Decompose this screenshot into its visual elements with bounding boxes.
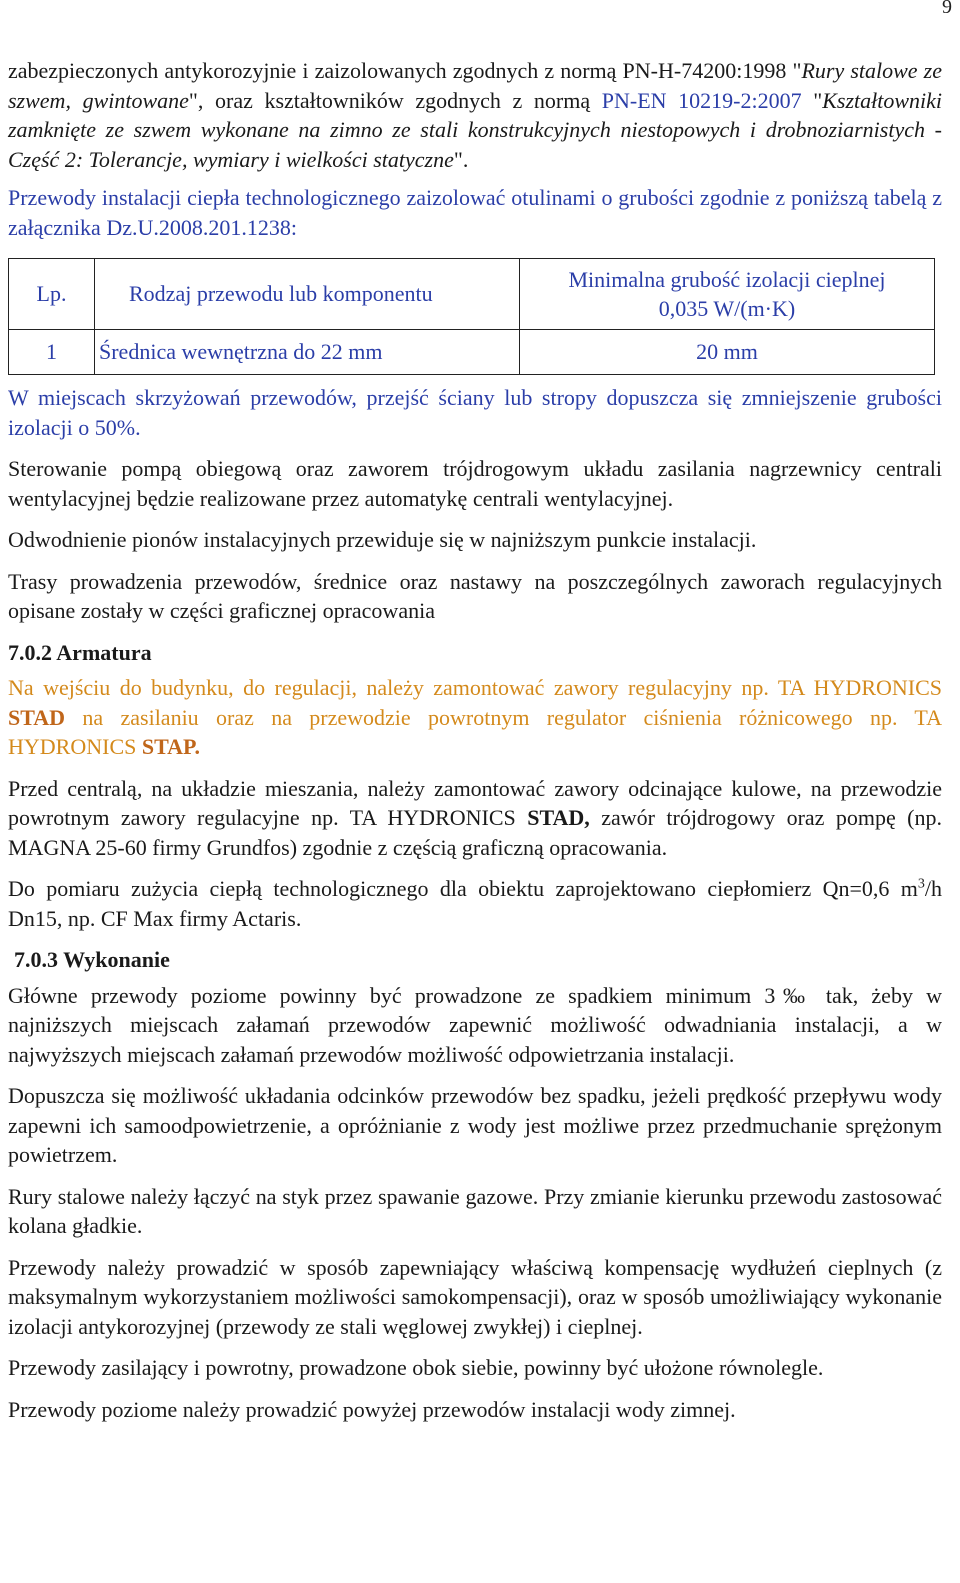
paragraph-valves-central [8,774,942,863]
heading-wykonanie: 7.0.3 Wykonanie [14,947,170,972]
paragraph-no-slope: Dopuszcza się możliwość układania odcinków przewodów bez spadku, jeżeli prędkość przepływu wody zapewni ich samoodpowietrzenie, a opróżnianie z wody jest możliwe przez przedmuchanie sprężonym powietrzem. [8,1083,942,1167]
valves-entry-text-a: Na wejściu do budynku, do regulacji, należy zamontować zawory regulacyjny np. TA HYDRONICS [8,675,942,700]
heat-meter-text-b: /h Dn15, np. CF Max firmy Actaris. [8,876,942,931]
paragraph-crossings: W miejscach skrzyżowań przewodów, przejść ściany lub stropy dopuszcza się zmniejszenie grubości izolacji o 50%. [8,385,942,440]
valves-central-text-c: zawór trójdrogowy oraz pompę (np. MAGNA 25-60 firmy Grundfos) zgodnie z częścią graficzną opracowania. [8,805,942,860]
valves-central-text-a: Przed centralą, na układzie mieszania, należy zamontować zawory odcinające kulowe, na przewodzie powrotnym zawory regulacyjne np. TA HYDRONICS [8,775,942,830]
paragraph-control: Sterowanie pompą obiegową oraz zaworem trójdrogowym układu zasilania nagrzewnicy centrali wentylacyjnej będzie realizowane przez automatykę centrali wentylacyjnej. [8,456,942,511]
heading-armatura: 7.0.2 Armatura [8,639,152,665]
page-content [8,56,942,1436]
table-header-type-label: Rodzaj przewodu lub komponentu [129,281,433,307]
standards-text-g: ". [453,146,469,172]
valves-central-stad: STAD, [527,805,590,830]
paragraph-above-cold: Przewody poziome należy prowadzić powyżej przewodów instalacji wody zimnej. [8,1396,736,1422]
paragraph-parallel: Przewody zasilający i powrotny, prowadzone obok siebie, powinny być ułożone równolegle. [8,1355,824,1380]
valves-entry-stap: STAP. [141,734,200,759]
paragraph-compensation: Przewody należy prowadzić w sposób zapewniający właściwą kompensację wydłużeń cieplnych (z maksymalnym wykorzystaniem możliwości samokompensacji), oraz w sposób umożliwiający wykonanie izolacji antykorozyjnej (przewody ze stali węglowej zwykłej) i cieplnej. [8,1254,942,1339]
table-header-type [95,259,520,330]
table-header-lp: Lp. [9,259,95,330]
table-header-thickness-line2: 0,035 W/(m·K) [658,296,796,321]
insulation-table [8,258,935,375]
heat-meter-text-a: Do pomiaru zużycia ciepłą technologicznego dla obiektu zaprojektowano ciepłomierz Qn=0,6 m [8,876,918,901]
table-cell-thickness: 20 mm [520,330,935,375]
valves-entry-text-c: na zasilaniu oraz na przewodzie powrotnym regulator ciśnienia różnicowego np. TA HYDRONICS [8,704,942,759]
valves-entry-stad: STAD [8,704,66,730]
standards-title-pipes: Rury stalowe ze szwem, gwintowane [8,58,942,113]
paragraph-drainage: Odwodnienie pionów instalacyjnych przewiduje się w najniższym punkcie instalacji. [8,527,757,552]
paragraph-heat-meter [8,874,942,933]
paragraph-welding: Rury stalowe należy łączyć na styk przez spawanie gazowe. Przy zmianie kierunku przewodu zastosować kolana gładkie. [8,1183,942,1238]
page-number: 9 [942,0,952,18]
heat-meter-sup: 3 [917,876,925,892]
paragraph-standards [8,56,942,174]
standards-title-profiles: Kształtowniki zamknięte ze szwem wykonane na zimno ze stali konstrukcyjnych niestopowych i drobnoziarnistych - Część 2: Tolerancje, wymiary i wielkości statyczne [8,87,943,172]
table-cell-type: Średnica wewnętrzna do 22 mm [95,330,520,375]
table-header-thickness [520,259,935,330]
standard-pn-en-link: PN-EN 10219-2:2007 [601,87,802,113]
standards-text-a: zabezpieczonych antykorozyjnie i zaizolowanych zgodnych z normą PN-H-74200:1998 " [8,58,802,83]
standards-text-e: " [801,87,823,113]
paragraph-insulation: Przewody instalacji ciepła technologicznego zaizolować otulinami o grubości zgodnie z poniższą tabelą z załącznika Dz.U.2008.201.1238: [8,185,942,240]
paragraph-slope: Główne przewody poziome powinny być prowadzone ze spadkiem minimum 3‰ tak, żeby w najniższych miejscach załamań przewodów zapewnić możliwość odwadniania instalacji, a w najwyższych miejscach załamań przewodów możliwość odpowietrzania instalacji. [8,982,942,1067]
table-cell-lp: 1 [9,330,95,375]
table-row [9,330,935,375]
paragraph-routes: Trasy prowadzenia przewodów, średnice oraz nastawy na poszczególnych zaworach regulacyjnych opisane zostały w części graficznej opracowania [8,568,942,623]
paragraph-valves-entry [8,673,942,762]
standards-text-c: ", oraz kształtowników zgodnych z normą [188,87,602,113]
table-header-thickness-line1: Minimalna grubość izolacji cieplnej [568,266,886,292]
table-header-row [9,259,935,330]
